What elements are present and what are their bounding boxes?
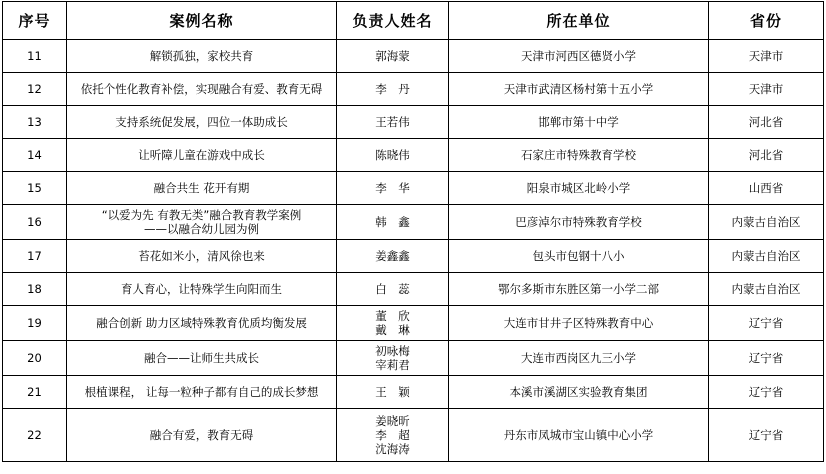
leader-name: 宰莉君 [375,358,410,372]
province-cell: 山西省 [709,172,824,205]
row-number: 18 [3,273,67,306]
table-row [3,240,824,273]
row-number: 17 [3,240,67,273]
case-name-cell [67,240,337,273]
province-cell: 辽宁省 [709,409,824,462]
unit-cell: 天津市武清区杨村第十五小学 [449,73,709,106]
row-number: 22 [3,409,67,462]
header-number: 序号 [3,2,67,40]
leader-name-cell [337,409,449,462]
leader-name-cell [337,205,449,240]
case-name-cell [67,73,337,106]
case-name-line: 让听障儿童在游戏中成长 [138,148,265,162]
province-cell: 内蒙古自治区 [709,273,824,306]
leader-name: 韩 鑫 [375,215,410,229]
unit-cell: 大连市甘井子区特殊教育中心 [449,306,709,341]
leader-name-cell [337,172,449,205]
case-name-line: 育人育心，让特殊学生向阳而生 [121,282,282,296]
row-number: 12 [3,73,67,106]
row-number: 20 [3,341,67,376]
province-cell: 辽宁省 [709,306,824,341]
leader-name: 初咏梅 [375,344,410,358]
leader-name-cell [337,376,449,409]
leader-name: 董 欣 [375,309,410,323]
table-row [3,40,824,73]
unit-cell: 阳泉市城区北岭小学 [449,172,709,205]
table-row [3,106,824,139]
case-name-line: 根植课程， 让每一粒种子都有自己的成长梦想 [84,385,319,399]
province-cell: 天津市 [709,73,824,106]
province-cell: 辽宁省 [709,341,824,376]
leader-name: 王若伟 [375,115,410,129]
leader-name-cell [337,139,449,172]
unit-cell: 邯郸市第十中学 [449,106,709,139]
leader-name: 姜晓昕 [375,414,410,428]
leader-name-cell [337,306,449,341]
case-name-line: 融合——让师生共成长 [144,351,259,365]
leader-name: 郭海蒙 [375,49,410,63]
case-name-line: 支持系统促发展，四位一体助成长 [115,115,288,129]
unit-cell: 本溪市溪湖区实验教育集团 [449,376,709,409]
case-name-cell [67,376,337,409]
unit-cell: 丹东市凤城市宝山镇中心小学 [449,409,709,462]
leader-name: 李 华 [375,181,410,195]
case-name-cell [67,205,337,240]
leader-name: 姜鑫鑫 [375,249,410,263]
leader-name: 王 颖 [375,385,410,399]
case-name-line: 解锁孤独，家校共育 [149,49,254,63]
table-row [3,376,824,409]
table-body [3,40,824,462]
leader-name-cell [337,273,449,306]
leader-name-cell [337,40,449,73]
case-name-cell [67,409,337,462]
row-number: 16 [3,205,67,240]
case-name-cell [67,139,337,172]
leader-name-cell [337,73,449,106]
unit-cell: 鄂尔多斯市东胜区第一小学二部 [449,273,709,306]
case-name-line: 融合共生 花开有期 [153,181,250,195]
case-name-line: “以爱为先 有教无类”融合教育教学案例 [101,208,302,222]
row-number: 13 [3,106,67,139]
case-name-cell [67,40,337,73]
table-row [3,341,824,376]
case-name-cell [67,341,337,376]
header-unit: 所在单位 [449,2,709,40]
case-name-cell [67,273,337,306]
row-number: 21 [3,376,67,409]
province-cell: 河北省 [709,139,824,172]
unit-cell: 包头市包钢十八小 [449,240,709,273]
case-name-cell [67,106,337,139]
leader-name-cell [337,106,449,139]
leader-name: 沈海涛 [375,442,410,456]
table-row [3,306,824,341]
case-name-line: ——以融合幼儿园为例 [144,222,259,236]
case-name-line: 苔花如米小，清风徐也来 [138,249,265,263]
table-row [3,409,824,462]
unit-cell: 大连市西岗区九三小学 [449,341,709,376]
leader-name: 白 蕊 [375,282,410,296]
header-leader-name: 负责人姓名 [337,2,449,40]
case-table [2,1,824,462]
leader-name: 李 丹 [375,82,410,96]
leader-name: 戴 琳 [375,323,410,337]
row-number: 11 [3,40,67,73]
row-number: 14 [3,139,67,172]
header-row [3,2,824,40]
case-name-line: 依托个性化教育补偿，实现融合有爱、教育无碍 [80,82,323,96]
province-cell: 内蒙古自治区 [709,240,824,273]
leader-name-cell [337,341,449,376]
header-province: 省份 [709,2,824,40]
header-case-name: 案例名称 [67,2,337,40]
leader-name-cell [337,240,449,273]
unit-cell: 天津市河西区德贤小学 [449,40,709,73]
province-cell: 辽宁省 [709,376,824,409]
unit-cell: 石家庄市特殊教育学校 [449,139,709,172]
case-name-line: 融合创新 助力区域特殊教育优质均衡发展 [96,316,307,330]
table-row [3,73,824,106]
case-name-line: 融合有爱，教育无碍 [149,428,254,442]
province-cell: 天津市 [709,40,824,73]
table-row [3,205,824,240]
table-row [3,172,824,205]
leader-name: 陈晓伟 [375,148,410,162]
leader-name: 李 超 [375,428,410,442]
row-number: 19 [3,306,67,341]
case-name-cell [67,172,337,205]
row-number: 15 [3,172,67,205]
province-cell: 河北省 [709,106,824,139]
unit-cell: 巴彦淖尔市特殊教育学校 [449,205,709,240]
province-cell: 内蒙古自治区 [709,205,824,240]
case-name-cell [67,306,337,341]
table-row [3,273,824,306]
table-row [3,139,824,172]
